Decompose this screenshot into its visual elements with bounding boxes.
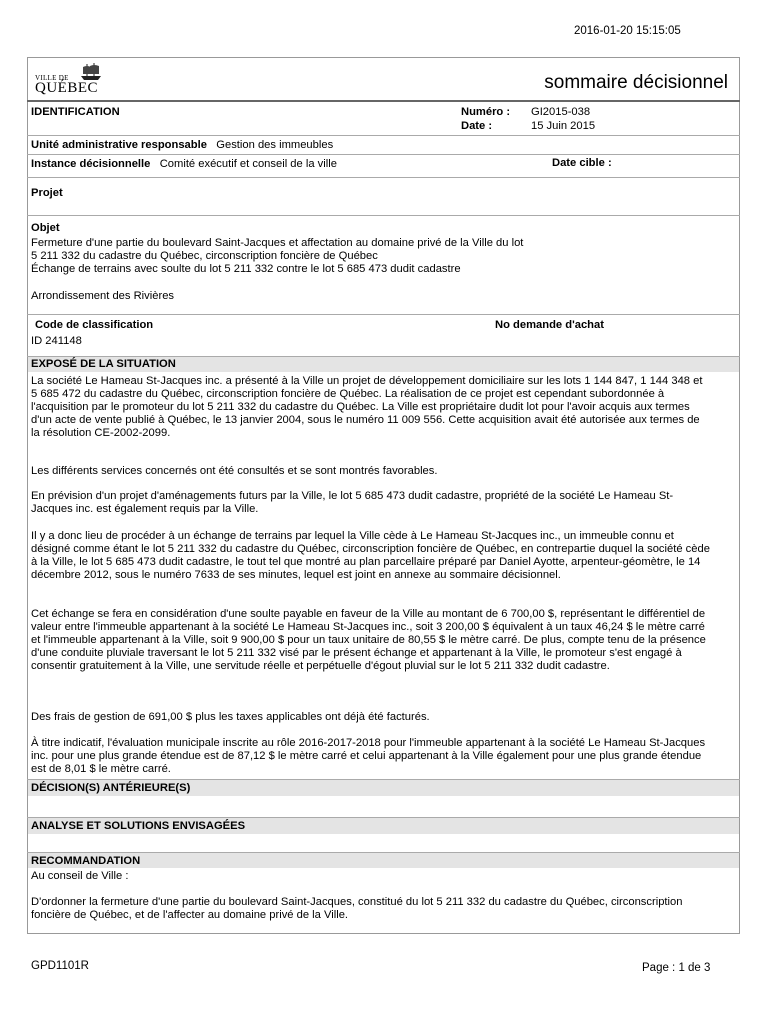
expose-paragraph: Des frais de gestion de 691,00 $ plus les taxes applicables ont déjà été facturés.	[31, 711, 430, 723]
projet-label: Projet	[31, 187, 63, 199]
expose-paragraph: En prévision d'un projet d'aménagements futurs par la Ville, le lot 5 685 473 dudit cadastre, propriété de la société Le Hameau St-Jacques inc. est également requis par la Ville.	[31, 490, 674, 515]
expose-heading: EXPOSÉ DE LA SITUATION	[31, 358, 176, 370]
divider	[27, 356, 740, 357]
date-label: Date :	[461, 120, 493, 132]
unite-label: Unité administrative responsable	[31, 139, 207, 151]
expose-paragraph: Les différents services concernés ont été consultés et se sont montrés favorables.	[31, 465, 438, 477]
city-logo	[35, 62, 115, 98]
divider	[27, 817, 740, 818]
recommandation-paragraph: D'ordonner la fermeture d'une partie du boulevard Saint-Jacques, constitué du lot 5 211 332 du cadastre du Québec, circonscription foncière de Québec, et de l'affecter au domaine privé de la Ville.	[31, 896, 683, 921]
logo-line1: VILLE DE	[35, 74, 69, 82]
expose-paragraph: La société Le Hameau St-Jacques inc. a présenté à la Ville un projet de développement domiciliaire sur les lots 1 144 847, 1 144 348 et 5 685 472 du cadastre du Québec, circonscription foncière de Québec. La réalisation de ce projet est cependant subordonnée à l'acquisition par le promoteur du lot 5 211 332 du cadastre du Québec. La Ville est propriétaire dudit lot pour l'avoir acquis aux termes d'un acte de vente publié à Québec, le 13 janvier 2004, sous le numéro 11 009 556. Cette acquisition avait été autorisée aux termes de la résolution CE-2002-2099.	[31, 375, 703, 439]
divider	[27, 100, 740, 102]
numero-label: Numéro :	[461, 106, 511, 118]
divider	[27, 135, 740, 136]
expose-paragraph: Cet échange se fera en considération d'une soulte payable en faveur de la Ville au montant de 6 700,00 $, représentant le différentiel de valeur entre l'immeuble appartenant à la société Le Hameau St-Jacques inc., soit 3 200,00 $ équivalent à un taux 46,24 $ le mètre carré et l'immeuble appartenant à la Ville, soit 9 900,00 $ pour un taux unitaire de 80,55 $ le mètre carré. De plus, compte tenu de la présence d'une conduite pluviale traversant le lot 5 211 332 visé par le présent échange et appartenant à la Ville, le promoteur s'est engagé à consentir gratuitement à la Ville, une servitude réelle et perpétuelle d'égout pluvial sur le lot 5 211 332 dudit cadastre.	[31, 608, 706, 672]
divider	[27, 215, 740, 216]
form-code: GPD1101R	[31, 960, 89, 972]
instance-value: Comité exécutif et conseil de la ville	[159, 158, 337, 170]
objet-label: Objet	[31, 222, 60, 234]
expose-paragraph: À titre indicatif, l'évaluation municipale inscrite au rôle 2016-2017-2018 pour l'immeuble appartenant à la société Le Hameau St-Jacques inc. pour une plus grande étendue est de 87,12 $ le mètre carré et celui appartenant à la Ville également pour une plus grande étendue est de 8,01 $ le mètre carré.	[31, 737, 706, 775]
timestamp: 2016-01-20 15:15:05	[574, 25, 681, 37]
divider	[27, 177, 740, 178]
date-value: 15 Juin 2015	[531, 120, 596, 132]
objet-line: 5 211 332 du cadastre du Québec, circonscription foncière de Québec	[31, 250, 378, 262]
numero-value: GI2015-038	[531, 106, 591, 118]
divider	[27, 779, 740, 780]
instance-label: Instance décisionnelle	[31, 158, 151, 170]
recommandation-paragraph: Au conseil de Ville :	[31, 870, 129, 882]
unite-value: Gestion des immeubles	[216, 139, 334, 151]
date-cible-label: Date cible :	[552, 157, 612, 169]
classification-label: Code de classification	[35, 319, 154, 331]
divider	[27, 314, 740, 315]
instance-row	[31, 158, 337, 170]
divider	[27, 154, 740, 155]
objet-line: Échange de terrains avec soulte du lot 5 211 332 contre le lot 5 685 473 dudit cadastre	[31, 263, 461, 275]
decisions-heading: DÉCISION(S) ANTÉRIEURE(S)	[31, 782, 191, 794]
identification-heading: IDENTIFICATION	[31, 106, 120, 118]
expose-paragraph: Il y a donc lieu de procéder à un échange de terrains par lequel la Ville cède à Le Hameau St-Jacques inc., un immeuble connu et désigné comme étant le lot 5 211 332 du cadastre du Québec, circonscription foncière de Québec, en contrepartie duquel la société cède à la Ville, le lot 5 685 473 dudit cadastre, le tout tel que montré au plan parcellaire préparé par Daniel Ayotte, arpenteur-géomètre, le 14 décembre 2012, sous le numéro 7633 de ses minutes, lequel est joint en annexe au sommaire décisionnel.	[31, 530, 710, 581]
recommandation-heading: RECOMMANDATION	[31, 855, 141, 867]
page-number: Page : 1 de 3	[642, 962, 711, 974]
unite-row	[31, 139, 333, 151]
analyse-heading: ANALYSE ET SOLUTIONS ENVISAGÉES	[31, 820, 246, 832]
document-title: sommaire décisionnel	[544, 72, 728, 93]
logo-line2: QUÉBEC	[35, 80, 98, 96]
ship-icon	[79, 62, 103, 82]
divider	[27, 852, 740, 853]
classification-value: ID 241148	[31, 335, 82, 347]
arrondissement: Arrondissement des Rivières	[31, 290, 175, 302]
objet-line: Fermeture d'une partie du boulevard Saint-Jacques et affectation au domaine privé de la Ville du lot	[31, 237, 524, 249]
achat-label: No demande d'achat	[495, 319, 604, 331]
